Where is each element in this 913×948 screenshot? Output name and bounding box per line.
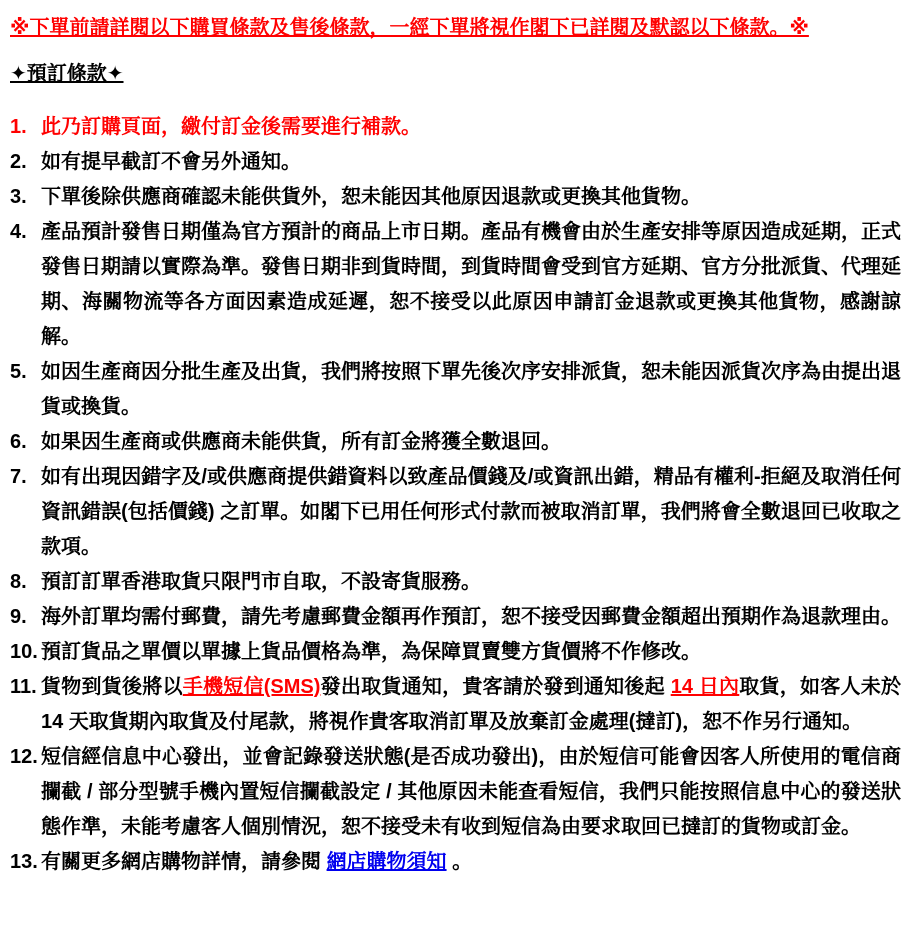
term-item-12 <box>10 740 901 845</box>
term-text <box>41 215 901 355</box>
highlighted-text: 手機短信(SMS) <box>182 676 321 698</box>
term-segment: 如果因生產商或供應商未能供貨，所有訂金將獲全數退回。 <box>41 431 561 453</box>
purchase-notice: ※下單前請詳閱以下購買條款及售後條款，一經下單將視作閣下已詳閱及默認以下條款。※ <box>10 17 809 39</box>
term-number: 10. <box>10 641 38 663</box>
term-text <box>41 740 901 845</box>
term-text <box>41 635 901 670</box>
term-item-2 <box>10 145 901 180</box>
term-item-9 <box>10 600 901 635</box>
term-segment: 產品預計發售日期僅為官方預計的商品上市日期。產品有機會由於生產安排等原因造成延期，正式發售日期請以實際為準。發售日期非到貨時間，到貨時間會受到官方延期、官方分批派貨、代理延期、海關物流等各方面因素造成延遲，恕不接受以此原因申請訂金退款或更換其他貨物，感謝諒解。 <box>41 221 901 348</box>
preorder-terms-title: ✦預訂條款✦ <box>10 63 124 85</box>
term-item-11 <box>10 670 901 740</box>
term-item-7 <box>10 460 901 565</box>
term-number: 8. <box>10 571 27 593</box>
term-segment: 如因生產商因分批生產及出貨，我們將按照下單先後次序安排派貨，恕未能因派貨次序為由提出退貨或換貨。 <box>41 361 901 418</box>
shop-guide-link[interactable]: 網店購物須知 <box>326 851 447 873</box>
term-number: 1. <box>10 116 27 138</box>
term-segment: 預訂貨品之單價以單據上貨品價格為準，為保障買賣雙方貨價將不作修改。 <box>41 641 701 663</box>
term-text <box>41 845 901 880</box>
term-segment: 貨物到貨後將以 <box>41 676 183 698</box>
term-text <box>41 355 901 425</box>
term-item-3 <box>10 180 901 215</box>
term-number: 5. <box>10 361 27 383</box>
term-text <box>41 110 901 145</box>
term-number: 2. <box>10 151 27 173</box>
term-item-5 <box>10 355 901 425</box>
term-item-10 <box>10 635 901 670</box>
term-segment: 下單後除供應商確認未能供貨外，恕未能因其他原因退款或更換其他貨物。 <box>41 186 701 208</box>
term-item-1 <box>10 110 901 145</box>
term-segment: 預訂訂單香港取貨只限門市自取，不設寄貨服務。 <box>41 571 481 593</box>
term-segment: 此乃訂購頁面，繳付訂金後需要進行補款。 <box>41 116 421 138</box>
highlighted-text: 14 日內 <box>670 676 740 698</box>
term-number: 9. <box>10 606 27 628</box>
term-segment: 發出取貨通知，貴客請於發到通知後起 <box>320 676 671 698</box>
term-segment: 海外訂單均需付郵費，請先考慮郵費金額再作預訂，恕不接受因郵費金額超出預期作為退款理由。 <box>41 606 901 628</box>
term-number: 4. <box>10 221 27 243</box>
term-number: 3. <box>10 186 27 208</box>
term-segment: 短信經信息中心發出，並會記錄發送狀態(是否成功發出)，由於短信可能會因客人所使用的電信商攔截 / 部分型號手機內置短信攔截設定 / 其他原因未能查看短信，我們只能按照信息中心的發送狀態作準，未能考慮客人個別情況，恕不接受未有收到短信為由要求取回已撻訂的貨物或訂金。 <box>41 746 901 838</box>
term-number: 11. <box>10 676 37 698</box>
term-segment: 取貨，如客人未於 14 天取貨期內取貨及付尾款，將視作貴客取消訂單及放棄訂金處理(撻訂)，恕不作另行通知。 <box>41 676 902 733</box>
term-text <box>41 460 901 565</box>
term-item-6 <box>10 425 901 460</box>
term-number: 12. <box>10 746 38 768</box>
term-text <box>41 425 901 460</box>
term-segment: 如有出現因錯字及/或供應商提供錯資料以致產品價錢及/或資訊出錯，精品有權利-拒絕及取消任何資訊錯誤(包括價錢) 之訂單。如閣下已用任何形式付款而被取消訂單，我們將會全數退回已收取之款項。 <box>41 466 901 558</box>
term-number: 13. <box>10 851 38 873</box>
term-segment: 有關更多網店購物詳情，請參閱 <box>41 851 327 873</box>
term-text <box>41 670 901 740</box>
term-text <box>41 565 901 600</box>
term-number: 6. <box>10 431 27 453</box>
term-text <box>41 180 901 215</box>
term-text <box>41 145 901 180</box>
term-item-4 <box>10 215 901 355</box>
term-item-13 <box>10 845 901 880</box>
term-segment: 。 <box>446 851 473 873</box>
term-number: 7. <box>10 466 27 488</box>
term-item-8 <box>10 565 901 600</box>
term-segment: 如有提早截訂不會另外通知。 <box>41 151 301 173</box>
terms-list <box>10 110 901 880</box>
term-text <box>41 600 901 635</box>
